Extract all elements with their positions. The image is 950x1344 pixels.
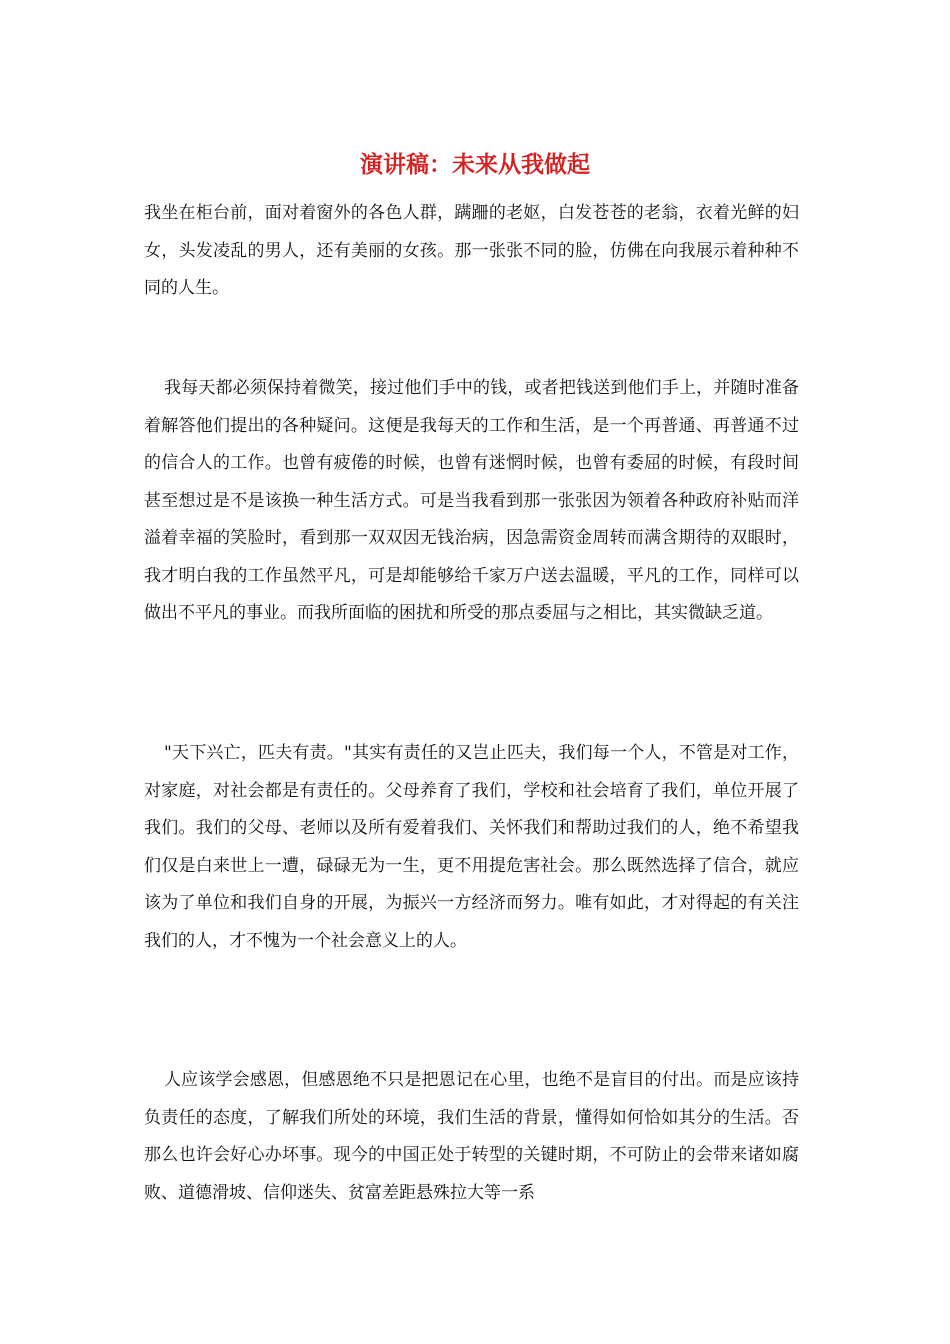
paragraph-3: "天下兴亡，匹夫有责。"其实有责任的又岂止匹夫，我们每一个人，不管是对工作，对家庭，对社会都是有责任的。父母养育了我们，学校和社会培育了我们，单位开展了我们。我们的父母、老师以及所有爱着我们、关怀我们和帮助过我们的人，绝不希望我们仅是白来世上一遭，碌碌无为一生，更不用提危害社会。那么既然选择了信合，就应该为了单位和我们自身的开展，为振兴一方经济而努力。唯有如此，才对得起的有关注我们的人，才不愧为一个社会意义上的人。: [144, 743, 799, 951]
document-title: 演讲稿：未来从我做起: [360, 151, 590, 178]
paragraph-4: 人应该学会感恩，但感恩绝不只是把恩记在心里，也绝不是盲目的付出。而是应该持负责任的态度，了解我们所处的环境，我们生活的背景，懂得如何恰如其分的生活。否那么也许会好心办坏事。现今的中国正处于转型的关键时期，不可防止的会带来诸如腐败、道德滑坡、信仰迷失、贫富差距悬殊拉大等一系: [144, 1070, 799, 1203]
paragraph-2: 我每天都必须保持着微笑，接过他们手中的钱，或者把钱送到他们手上，并随时准备着解答他们提出的各种疑问。这便是我每天的工作和生活，是一个再普通、再普通不过的信合人的工作。也曾有疲倦的时候，也曾有迷惘时候，也曾有委屈的时候，有段时间甚至想过是不是该换一种生活方式。可是当我看到那一张张因为领着各种政府补贴而洋溢着幸福的笑脸时，看到那一双双因无钱治病，因急需资金周转而满含期待的双眼时，我才明白我的工作虽然平凡，可是却能够给千家万户送去温暖，平凡的工作，同样可以做出不平凡的事业。而我所面临的困扰和所受的那点委屈与之相比，其实微缺乏道。: [144, 378, 799, 623]
paragraph-1: 我坐在柜台前，面对着窗外的各色人群，蹒跚的老妪，白发苍苍的老翁，衣着光鲜的妇女，头发凌乱的男人，还有美丽的女孩。那一张张不同的脸，仿佛在向我展示着种种不同的人生。: [144, 203, 799, 298]
